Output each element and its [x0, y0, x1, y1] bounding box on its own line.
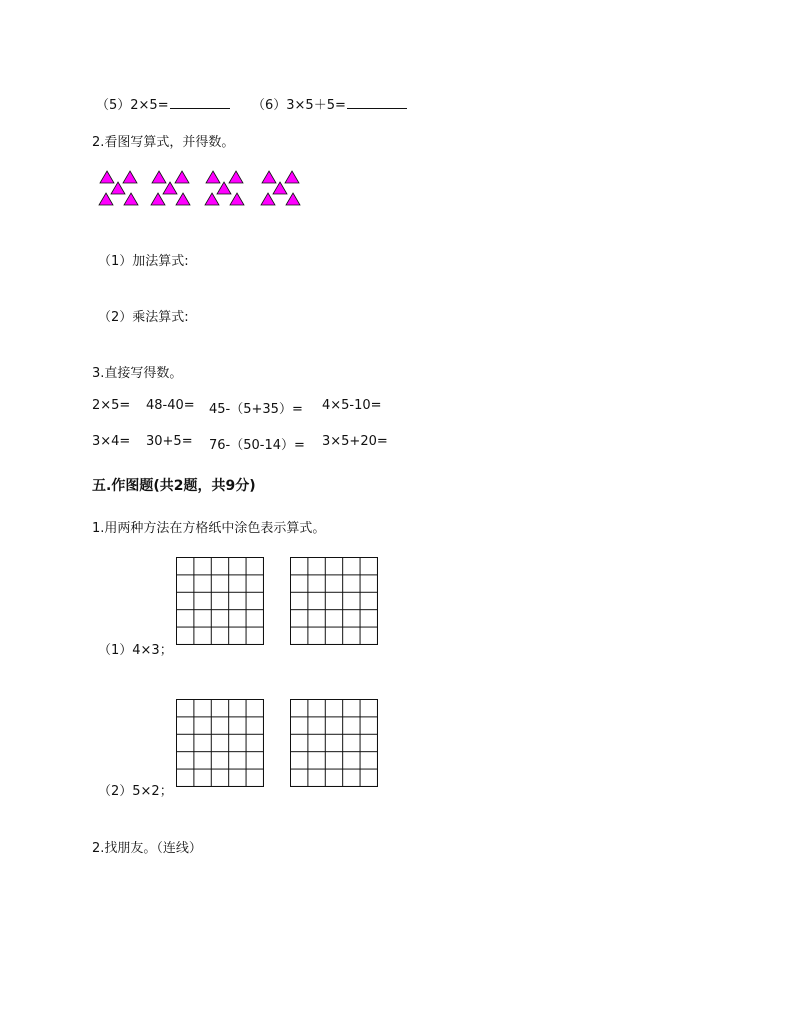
- question-2-title: 2.看图写算式，并得数。: [92, 135, 235, 150]
- grid-2a[interactable]: [176, 699, 264, 787]
- calc-item: 4×5-10=: [322, 398, 382, 413]
- question-5-text: （5）2×5=: [96, 98, 169, 113]
- calc-item: 45-（5+35）=: [209, 402, 303, 417]
- triangle-group-4: [261, 171, 300, 205]
- multiplication-label: （2）乘法算式:: [98, 310, 189, 325]
- calc-item: 3×4=: [92, 434, 131, 449]
- triangle-group-1: [99, 171, 138, 205]
- grid-2b[interactable]: [290, 699, 378, 787]
- grid-1a[interactable]: [176, 557, 264, 645]
- answer-blank-6[interactable]: [347, 95, 407, 109]
- triangle-group-3: [205, 171, 244, 205]
- grid-1b[interactable]: [290, 557, 378, 645]
- calc-item: 30+5=: [146, 434, 193, 449]
- section-5-q2-title: 2.找朋友。（连线）: [92, 841, 202, 856]
- calc-item: 2×5=: [92, 398, 131, 413]
- triangle-group-2: [151, 171, 190, 205]
- section-5-q1-title: 1.用两种方法在方格纸中涂色表示算式。: [92, 521, 326, 536]
- item-2-label: （2）5×2；: [98, 784, 173, 799]
- calc-item: 76-（50-14）=: [209, 438, 305, 453]
- addition-label: （1）加法算式:: [98, 254, 189, 269]
- answer-blank-5[interactable]: [170, 95, 230, 109]
- calc-item: 3×5+20=: [322, 434, 388, 449]
- calc-item: 48-40=: [146, 398, 195, 413]
- triangle-figure: [96, 165, 316, 211]
- section-5-title: 五.作图题(共2题，共9分): [92, 478, 256, 494]
- question-3-title: 3.直接写得数。: [92, 366, 183, 381]
- question-6-text: （6）3×5＋5=: [252, 98, 346, 113]
- question-6: [252, 94, 407, 113]
- question-5: [96, 94, 230, 113]
- item-1-label: （1）4×3；: [98, 643, 173, 658]
